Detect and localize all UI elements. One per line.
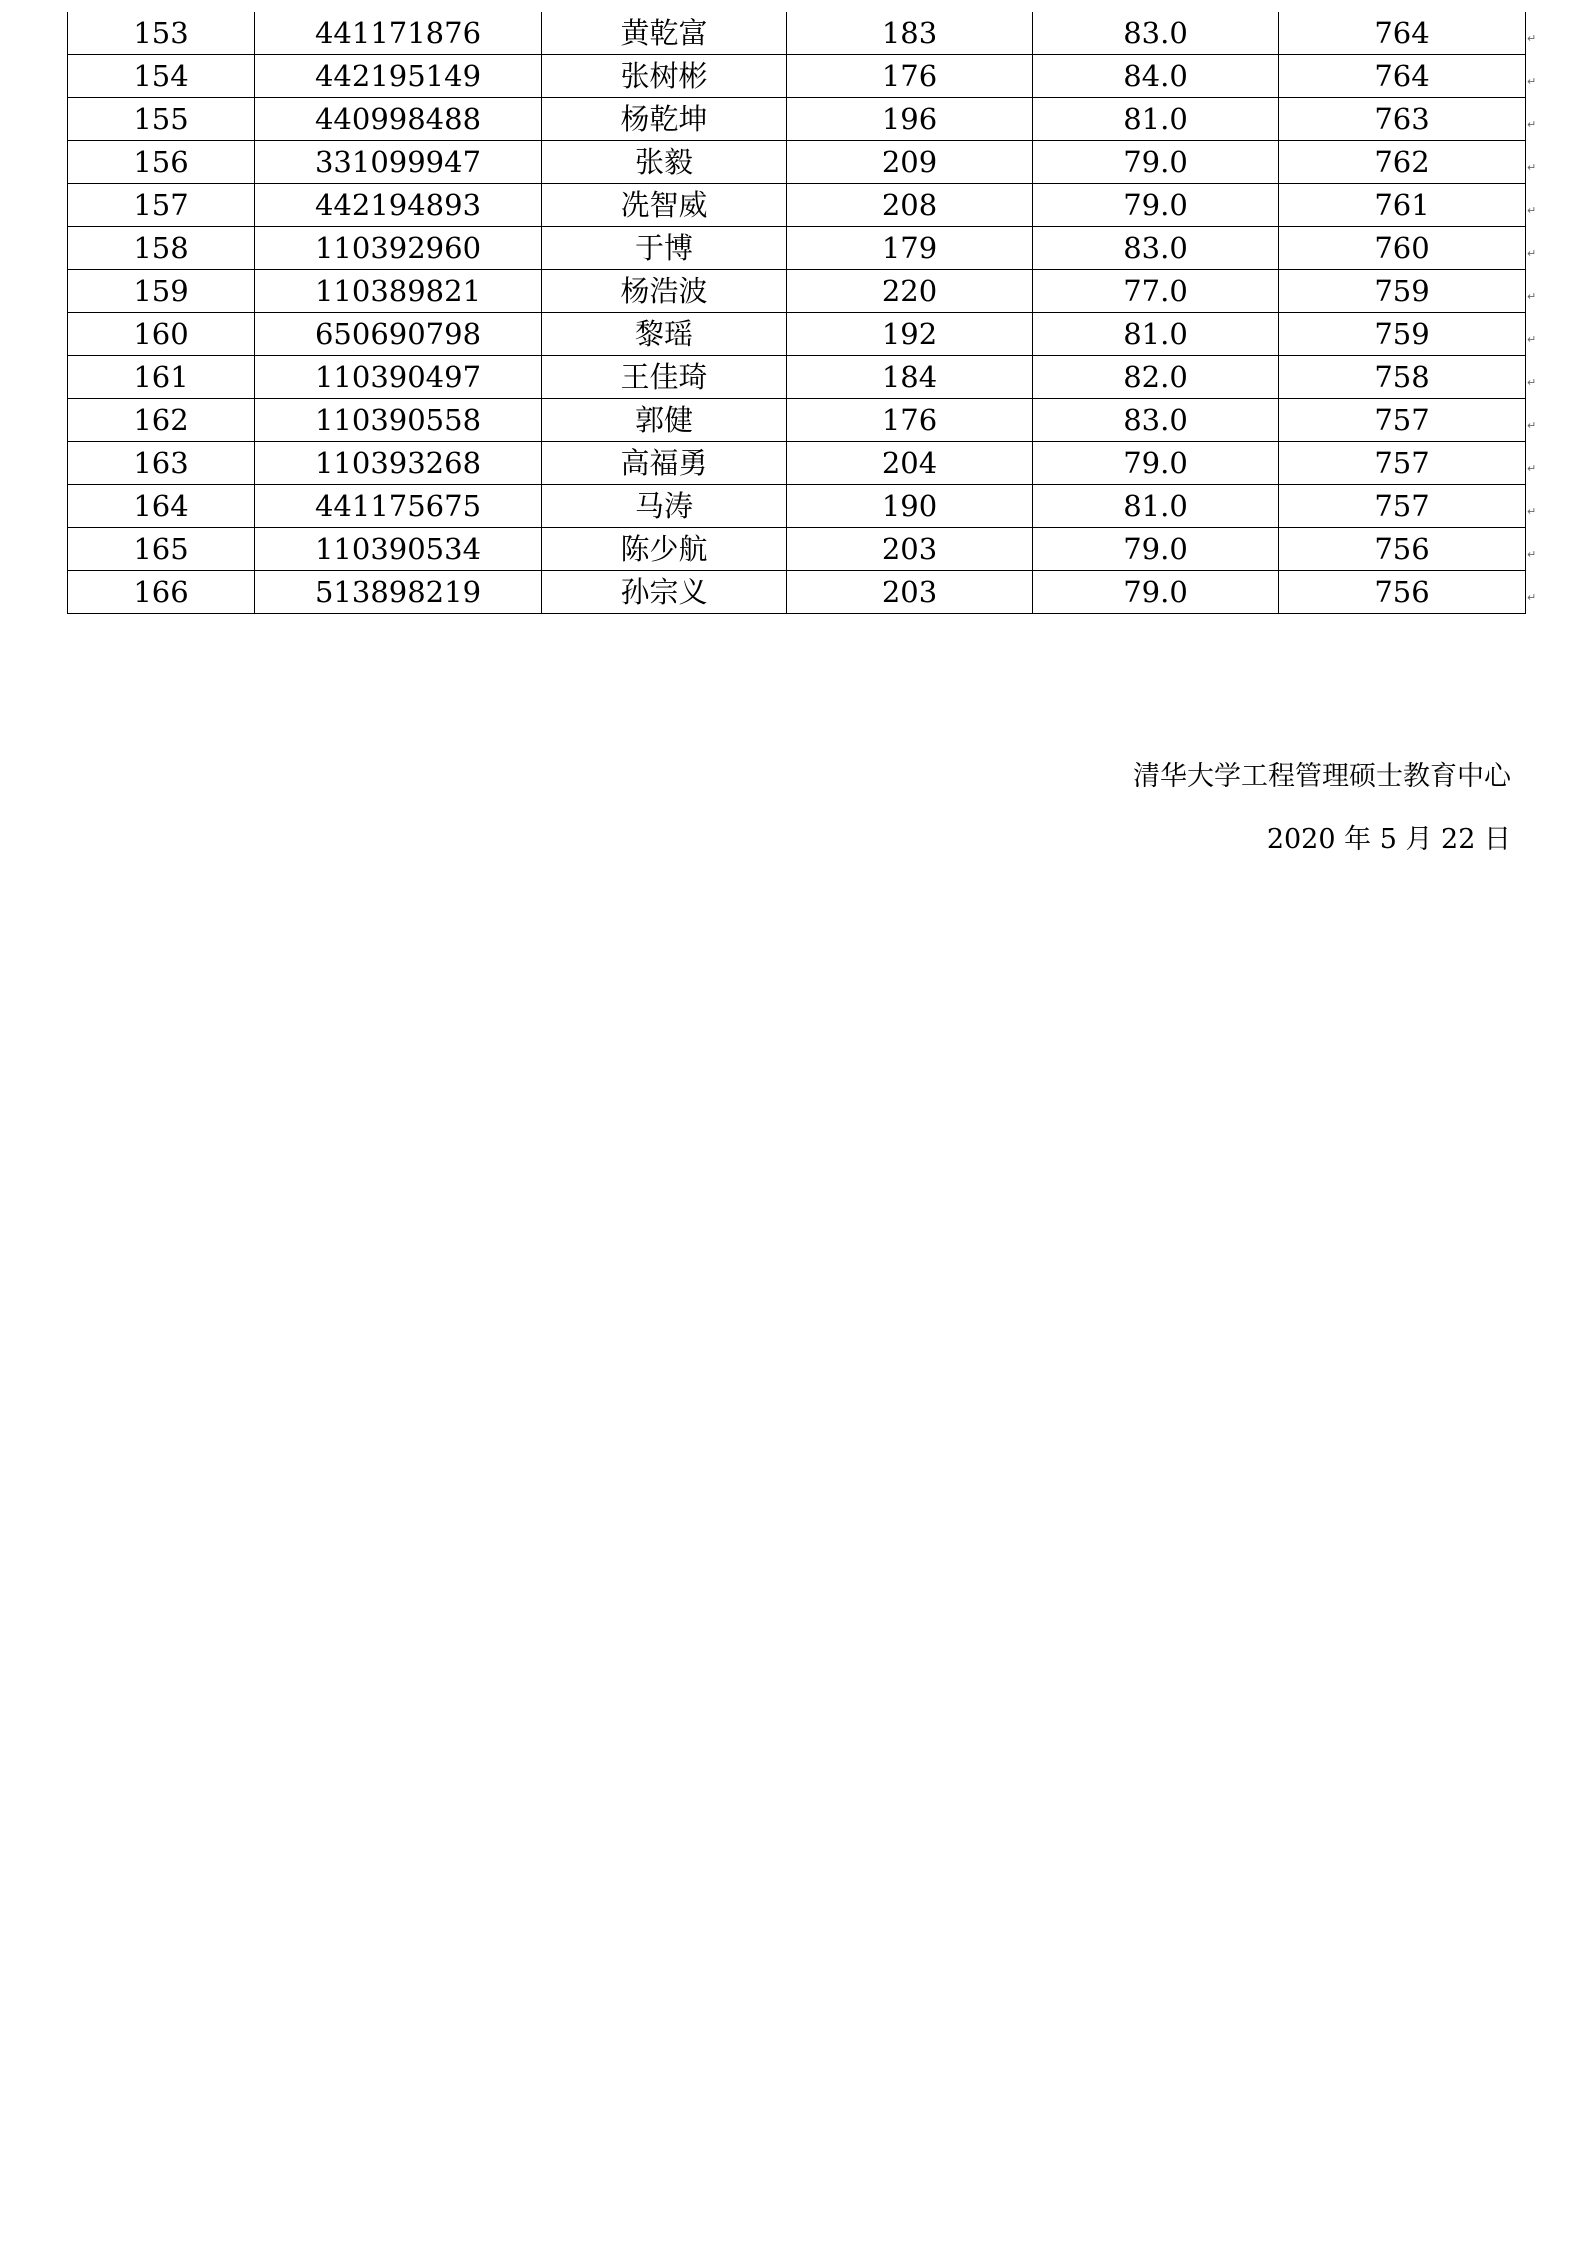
- rank-cell: 154: [68, 55, 255, 98]
- score-a-cell: 179: [787, 227, 1033, 270]
- rank-cell: 156: [68, 141, 255, 184]
- rank-cell: 165: [68, 528, 255, 571]
- paragraph-mark-icon: ↵: [1527, 32, 1537, 45]
- score-a-cell: 176: [787, 55, 1033, 98]
- name-cell: 冼智威: [542, 184, 787, 227]
- table-row: [68, 442, 1526, 485]
- score-b-cell: 79.0: [1033, 528, 1279, 571]
- name-cell: 黄乾富: [542, 12, 787, 55]
- score-b-cell: 81.0: [1033, 98, 1279, 141]
- candidate-id-cell: 513898219: [255, 571, 542, 614]
- score-b-cell: 79.0: [1033, 184, 1279, 227]
- paragraph-mark-icon: ↵: [1527, 118, 1537, 131]
- results-table: [67, 12, 1526, 614]
- candidate-id-cell: 110392960: [255, 227, 542, 270]
- score-b-cell: 79.0: [1033, 571, 1279, 614]
- name-cell: 陈少航: [542, 528, 787, 571]
- total-score-cell: 757: [1279, 485, 1526, 528]
- name-cell: 张毅: [542, 141, 787, 184]
- name-cell: 张树彬: [542, 55, 787, 98]
- candidate-id-cell: 650690798: [255, 313, 542, 356]
- rank-cell: 166: [68, 571, 255, 614]
- paragraph-mark-icon: ↵: [1527, 548, 1537, 561]
- issue-date: 2020 年 5 月 22 日: [1266, 824, 1511, 855]
- total-score-cell: 757: [1279, 399, 1526, 442]
- table-row: [68, 356, 1526, 399]
- candidate-id-cell: 441175675: [255, 485, 542, 528]
- table-row: [68, 184, 1526, 227]
- score-a-cell: 203: [787, 571, 1033, 614]
- score-b-cell: 79.0: [1033, 141, 1279, 184]
- candidate-id-cell: 442195149: [255, 55, 542, 98]
- name-cell: 高福勇: [542, 442, 787, 485]
- score-b-cell: 81.0: [1033, 485, 1279, 528]
- total-score-cell: 764: [1279, 55, 1526, 98]
- paragraph-mark-icon: ↵: [1527, 75, 1537, 88]
- issuing-organization: 清华大学工程管理硕士教育中心: [1133, 761, 1511, 792]
- name-cell: 杨乾坤: [542, 98, 787, 141]
- score-a-cell: 192: [787, 313, 1033, 356]
- rank-cell: 153: [68, 12, 255, 55]
- rank-cell: 160: [68, 313, 255, 356]
- table-row: [68, 528, 1526, 571]
- candidate-id-cell: 440998488: [255, 98, 542, 141]
- rank-cell: 155: [68, 98, 255, 141]
- paragraph-mark-icon: ↵: [1527, 161, 1537, 174]
- score-b-cell: 84.0: [1033, 55, 1279, 98]
- candidate-id-cell: 441171876: [255, 12, 542, 55]
- name-cell: 杨浩波: [542, 270, 787, 313]
- score-b-cell: 83.0: [1033, 227, 1279, 270]
- paragraph-mark-icon: ↵: [1527, 591, 1537, 604]
- total-score-cell: 757: [1279, 442, 1526, 485]
- score-b-cell: 82.0: [1033, 356, 1279, 399]
- rank-cell: 158: [68, 227, 255, 270]
- total-score-cell: 759: [1279, 270, 1526, 313]
- score-b-cell: 79.0: [1033, 442, 1279, 485]
- score-b-cell: 83.0: [1033, 12, 1279, 55]
- name-cell: 王佳琦: [542, 356, 787, 399]
- table-row: [68, 485, 1526, 528]
- candidate-id-cell: 110393268: [255, 442, 542, 485]
- paragraph-mark-icon: ↵: [1527, 419, 1537, 432]
- score-b-cell: 77.0: [1033, 270, 1279, 313]
- candidate-id-cell: 110390534: [255, 528, 542, 571]
- candidate-id-cell: 331099947: [255, 141, 542, 184]
- table-row: [68, 141, 1526, 184]
- score-a-cell: 208: [787, 184, 1033, 227]
- score-a-cell: 190: [787, 485, 1033, 528]
- rank-cell: 157: [68, 184, 255, 227]
- score-b-cell: 81.0: [1033, 313, 1279, 356]
- name-cell: 郭健: [542, 399, 787, 442]
- table-row: [68, 55, 1526, 98]
- total-score-cell: 756: [1279, 528, 1526, 571]
- table-row: [68, 98, 1526, 141]
- paragraph-mark-icon: ↵: [1527, 462, 1537, 475]
- paragraph-mark-icon: ↵: [1527, 204, 1537, 217]
- name-cell: 马涛: [542, 485, 787, 528]
- score-a-cell: 183: [787, 12, 1033, 55]
- paragraph-mark-icon: ↵: [1527, 290, 1537, 303]
- candidate-id-cell: 110390497: [255, 356, 542, 399]
- score-a-cell: 220: [787, 270, 1033, 313]
- score-a-cell: 209: [787, 141, 1033, 184]
- candidate-id-cell: 442194893: [255, 184, 542, 227]
- table-row: [68, 313, 1526, 356]
- total-score-cell: 764: [1279, 12, 1526, 55]
- rank-cell: 161: [68, 356, 255, 399]
- candidate-id-cell: 110390558: [255, 399, 542, 442]
- name-cell: 黎瑶: [542, 313, 787, 356]
- name-cell: 于博: [542, 227, 787, 270]
- paragraph-mark-icon: ↵: [1527, 505, 1537, 518]
- total-score-cell: 761: [1279, 184, 1526, 227]
- score-a-cell: 176: [787, 399, 1033, 442]
- candidate-id-cell: 110389821: [255, 270, 542, 313]
- score-a-cell: 196: [787, 98, 1033, 141]
- rank-cell: 159: [68, 270, 255, 313]
- score-b-cell: 83.0: [1033, 399, 1279, 442]
- table-row: [68, 571, 1526, 614]
- rank-cell: 164: [68, 485, 255, 528]
- score-a-cell: 203: [787, 528, 1033, 571]
- score-a-cell: 184: [787, 356, 1033, 399]
- rank-cell: 163: [68, 442, 255, 485]
- paragraph-mark-icon: ↵: [1527, 376, 1537, 389]
- total-score-cell: 762: [1279, 141, 1526, 184]
- rank-cell: 162: [68, 399, 255, 442]
- total-score-cell: 760: [1279, 227, 1526, 270]
- table-row: [68, 270, 1526, 313]
- total-score-cell: 758: [1279, 356, 1526, 399]
- name-cell: 孙宗义: [542, 571, 787, 614]
- results-table-body: [68, 12, 1526, 614]
- total-score-cell: 756: [1279, 571, 1526, 614]
- total-score-cell: 763: [1279, 98, 1526, 141]
- paragraph-mark-icon: ↵: [1527, 247, 1537, 260]
- table-row: [68, 227, 1526, 270]
- table-row: [68, 12, 1526, 55]
- table-row: [68, 399, 1526, 442]
- score-a-cell: 204: [787, 442, 1033, 485]
- paragraph-mark-icon: ↵: [1527, 333, 1537, 346]
- total-score-cell: 759: [1279, 313, 1526, 356]
